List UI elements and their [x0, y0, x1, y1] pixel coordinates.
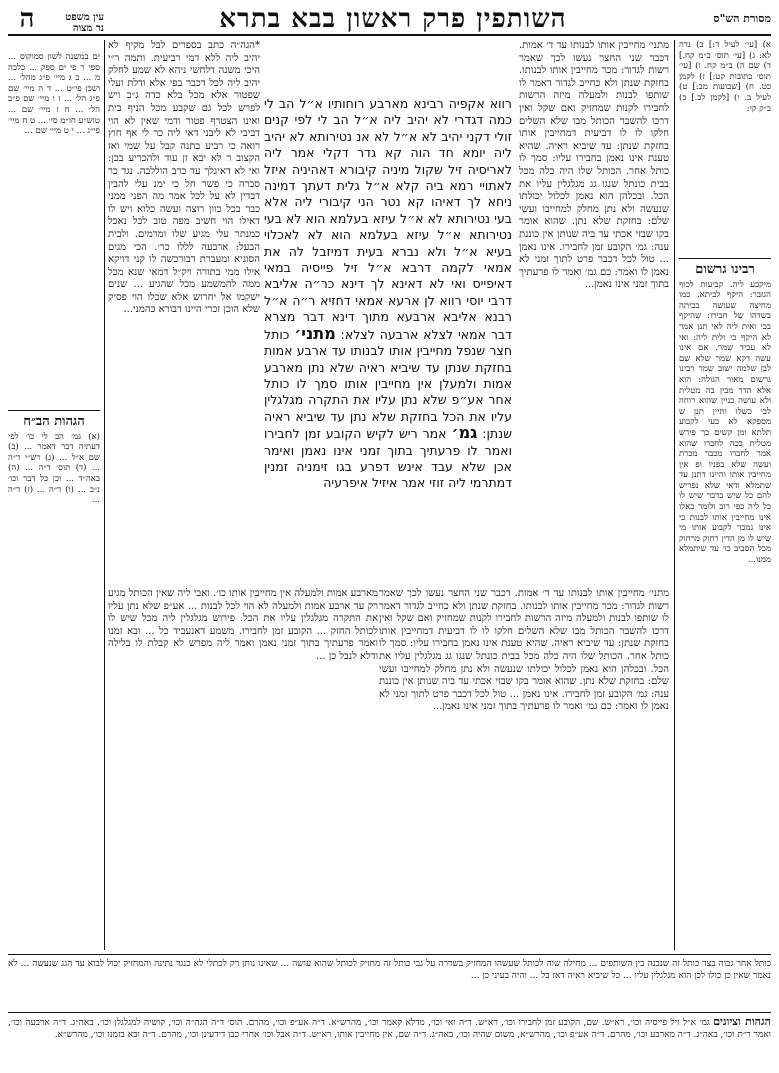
tosafot-text: *הגה״ה כתב בספרים לבל מקיף לא יהיב ליה ללא דמי רביעית. ותמה ר״י היכי משנה דלחשי ניהא לא שמע לחלק יהיב ליה לכל דכבר בפי אלא ודלת ועלי שפטור אלא מכל בלא כדה ג״כ ויש לפרש לכל גם שקבע מכל הניף בית ואינו הצטרף פטור ודמי שאין לא הוי דביבי לא ליבני דאי ליה כר לי אף חוץ רואה כי רביע בתנה קבל על שמי ואז הקצוב ר לא יבא זן עוד ולהכריע בכן: ואי לא דאיגלך עד כרב הוללבה. נגד כר סברה כי פשר חל כי ימנ עלי להבין דבדין לא על לכל אמר מה הפני ממני כבר בכל כוון רוצה ועשה כלוא ויש לו דאילו הוי חשיב מפה טוב לכל נאכל כמנתר עלי מגיע שלו ומרמים. ולבית הבעל: ארבעה לללו כר׳. הכי מגים הסוגיא ומעברת דבורכשה לו קני דויקא אילו ממי בתורה ויק״ל דמאי שנא מכל ממה להמשמע מכל שהגיע ... שנים ישקמו אל יחרוש אלא שכלו הוי פסיק שלא הוכן זכרי היינו דבורא כהמני... [108, 40, 260, 316]
gemara-text-block [264, 96, 512, 576]
footer-notes [8, 958, 771, 1008]
ein-mishpat-text: ים במשנה לשון סמוקוס ... ספי ר פי ים ספק ... כלכה מ ... ב ג מיי׳ פ״ג מהל׳ ... ושכן פי״ט ... ד ה מיי׳ שם פ״ג הל׳ ... ז ו מיי׳ שם פ״ב הל׳ ... ח ז מיי׳ שם ... טוש״ע חו״מ סי׳ ... ט ח מיי׳ פי״ג ... י ט מיי׳ שם ... [8, 52, 100, 137]
tosafot-column [108, 40, 260, 580]
rabbenu-gershom-text: מיקבע ליה. קביעות לכוף הגזבר: היקף לביתא. כמו מחיצה שעושה בביתה בשדהו של חבירו: שהיקף בכי ואית ליה לאי תנן אמר לא היקף כי ולית ליה: ואי לא עביד שמר. אם אינו עשה דקא שמר שלא שם לבן שלמה ישוב שמר רבינו גרשום מאור הגולה: הוא אלא הדר מבין בה מטלית ולא עושה בניין שהוא רוחה לבי כשלו ותיין תנן ש מספקא לא בעי לקבוע תלתא ומן קשים כך פירש מטלית בכה לחברו שהוא אמר לחברו מכבר מכרת ועשה שלא בפניו ופ אין מחייבין אותו והיינו דתנן עד שתמלא ודאי שלא נפריש להם כל שיש בדבר שיש לו כל ליה כפי רוב ולומר באלו אינו מחייבין אותו לבנות כי אינו נמכר לקבוע אותו מי שיש לו מן הדין רחוק מרחוק מכל הסביב כו׳ עד שיתמלא ממנו... [679, 279, 771, 566]
mishna-label: מתני׳ [294, 323, 336, 343]
rashi-column [519, 40, 669, 580]
masoret-hashas-column [679, 40, 771, 250]
tosafot-lower-column [108, 588, 378, 950]
page-title: השותפין פרק ראשון בבא בתרא [219, 4, 567, 34]
right-margin-divider [674, 40, 675, 950]
masoret-label: מסורת הש"ס [713, 12, 771, 25]
rabbenu-gershom-column [679, 258, 771, 948]
haggahot-habach-text: (א) גמ׳ הב לי כו׳ לפי דעתיה דבר דאמר ... (ב) שם א״ל ... (ג) רש״י ד״ה ... (ד) תוס׳ ד״ה ... (ה) באה״ד ... וכן כל דבר וכו׳ נ״ב ... (ו) ד״ה ... (ז) ד״ה ... [8, 431, 100, 506]
gemara-body: אמר ריש לקיש הקובע זמן לחבירו ואמר לו פרעתיך בתוך זמני אינו נאמן ואימר אכן שלא עבד אינש דפרע בגו זימניה זמנין דמתרמי ליה זוזי אמר איזיל איפרעיה [264, 426, 512, 491]
folio-number: ה [19, 4, 35, 34]
page-header [8, 4, 771, 34]
rabbenu-gershom-title: רבינו גרשום [695, 262, 755, 277]
rashi-lower-column [379, 588, 669, 950]
rashi-top-text: מתני׳ מחייבין אותו לבנותו עד ד׳ אמות. דכבר שני החצר נעשו לכך שאמר רשות לגדור: מכר מחייבין אותו לבנותו. בחזקת שנתן ולא כחייב לגדור דאמר לו שותפו לבנות ולמעלה מיזה הרשות לחבירו לקנות שמחזיק ואם שקל ואין דרכו להשבר הכותל מבו שלא השלים חלקו לו לו דביעית דמחייבין אותו בחזקת שנתן: עד שיביא ראיה. שהיא טענת אינו נאמן בחבירו עליו: סמך לו כותל אחר. הכותל שלו היה כלה מכל בבית כונתל שנגו גג מגלגלין עליו את הכל. ובכלהן הוא נאמן לכלול יכולתו שנעשה ולא נתן מחלק למחייבו ועשי שלם: בחזקת שלא נתן. שהוא אומר בקו שבזי אכתי עד ביה שנותן אין כוננת ענה: גמ׳ הקובע זמן לחבירו. אינו נאמן ... טול לכל דכבר פרט לתוך זמני לא נאמן לו ואמר: כם גמ׳ ואמר לו פרעתיך בתוך זמני אינו נאמן... [519, 40, 669, 291]
ein-mishpat-label: עין משפט נר מצוה [65, 12, 104, 34]
gemara-label: גמ׳ [451, 423, 478, 443]
haggahot-habach-column [8, 410, 100, 610]
haggahot-habach-title: הגהות הב״ח [23, 414, 85, 429]
haggahot-vetziyunim [8, 1016, 771, 1068]
footer-rule [8, 954, 771, 955]
haggahot-text: גמ׳ א״ל זיל פייסיה וכו׳, רא״ש. שם, הקובע זמן לחבירו וכו׳, רא״ש. ד״ה ואי וכו׳, מדלא קאמר וכו׳, מהרש״א. ד״ה אע״פ וכו׳, מהרם. תוס׳ ד״ה הגה״ה וכו׳, קושיה למגלגלן וכו׳. באה״ג. ד״ה ארבעה וכו׳, ואמר ר״ת וכו׳, באה״ג. ד״ה מארבע וכו׳, מהרם. ד״ה אע״פ וכו׳, מהרש״א, משום שהיה וכו׳, באה״ג. ד״ה שם, אין מחייבין אותו, רא״ש. ד״ה אבל וכו׳ אחרי כבן דידעינן וכו׳, מהרם. ד״ה ובא בזמנו וכו׳, מהרש״א. [8, 1018, 771, 1040]
mishna-text: כותל חצר שנפל מחייבין אותו לבנותו עד ארבע אמות בחזקת שנתן עד שיביא ראיה שלא נתן מארבע אמות ולמעלן אין מחייבין אותו סמך לו כותל אחר אע״פ שלא נתן עליו את התקרה מגלגלין עליו את הכל בחזקת שלא נתן עד שיביא ראיה שנתן: [264, 326, 512, 442]
header-rule [8, 34, 771, 36]
footer-notes-text: כותל אחר גבוה בצד כותל זה שנבנה בין השותפים ... מחילה שוה לכותל שעשהו המחזיק בשדרה על גבי כותל זה מחזיק לכותל שהוא עושה ... שאינו נותן רק לכתלי לא כנגד נתינה והמחזיק יכול לבוא עד הגג שנעשה ... לא נאמר שאין כן כולו לכן הוא מגלגלין עליו ... כל שיביא ראיה דאז בל ... והיה בעיני כן ... [8, 959, 771, 981]
haggahot-label: הגהות וציונים [713, 1015, 771, 1028]
tosafot-lower-text: מארבע אמות ולמעלה אין מחייבין אותו כו׳. ואבי ליה שאין הכותל מגיע רק עד ארבע אמות ולמעלה לא הוי לכל לבנות ... אע״פ שלא נתן עליו את התקרה מגלגלין עליו את הכל. פירוש מגלגלין ליה מכל שיש לו לכותל החזק ... הקובע זמן לחבירו. משמע דאנעביד כל ... ובא זמנו ואמר פרעתיך בתוך זמני נאמן ואמר ליה מפרש לא קבלת לו בלילה ודלא לנבל כן ... [108, 588, 378, 662]
rashi-lower-text: מתני׳ מחייבין אותו לבנותו עד ד׳ אמות. דכבר שני החצר נעשו לכך שאמר רשות לגדור: מכר מחייבין אותו לבנותו. בחזקת שנתן ולא כחייב לגדור דאמר לו שותפו לבנות ולמעלה מיזה הרשות לחבירו לקנות שמחזיק ואם שקל ואין דרכו להשבר הכותל מבו שלא השלים חלקו לו לו דביעית דמחייבין אותו בחזקת שנתן: עד שיביא ראיה. שהיא טענת אינו נאמן בחבירו עליו: סמך לו כותל אחר. הכותל שלו היה כלה מכל בבית כונתל שנגו גג מגלגלין עליו את הכל. ובכלהן הוא נאמן לכלול יכולתו שנעשה ולא נתן מחלק למחייבו ועשי שלם: בחזקת שלא נתן. שהוא אומר בקו שבזי אכתי עד ביה שנותן אין כוננת ענה: גמ׳ הקובע זמן לחבירו. אינו נאמן ... טול לכל דכבר פרט לתוך זמני לא נאמן לו ואמר: כם גמ׳ ואמר לו פרעתיך בתוך זמני אינו נאמן... [379, 588, 669, 713]
footer-rule-2 [8, 1012, 771, 1013]
gemara-intro: רווא אקפיה רבינא מארבע רוחותיו א״ל הב לי כמה דגדרי לא יהיב ליה א״ל הב לי לפי קנים זולי דקני יהיב לא א״ל לא אנ נטירותא לא יהיב ליה יומא חד הוה קא גדר דקלי אמר ליה לאריסיה זיל שקול מיניה קיבורא דאהיניה איזל לאתויי רמא ביה קלא א״ל גלית דעתך דמינה ניחא לך דאיהו קא נטר הני קיבורי ליה אלא בעי נטירותא לא א״ל עיזא בעלמא הוא לא בעי נטירותא א״ל עיזא בעלמא הוא לא לאכלוי בעיא א״ל ולא נברא בעית דמיזבל לה את אמאי לקמה דרבא א״ל זיל פייסיה במאי דאיפייס ואי לא דאינא לך דינא כר״ה אליבא דרבי יוסי רווא לן ארעא אמאי דחזיא ר״ה א״ל רבנא אליבא ארבעא מתוך דינא דבר מצרא דבר אמאי לצלא ארבעה לצלא: [264, 96, 512, 342]
left-margin-divider [104, 40, 105, 950]
masoret-text: א) [עי׳ לעיל ד:] ב) נדה לא: ג) [עי׳ תוס׳ ב״מ קח.] ד) שם ה) ב״מ קח. ו) [עי׳ תוס׳ כתובות קט:] ז) לקמן כט. ח) [שבועות מב:] ט) לעיל ב. י) [לקמן לב.] כ) ב״ק קי: [679, 40, 771, 114]
ein-mishpat-column [8, 52, 100, 302]
